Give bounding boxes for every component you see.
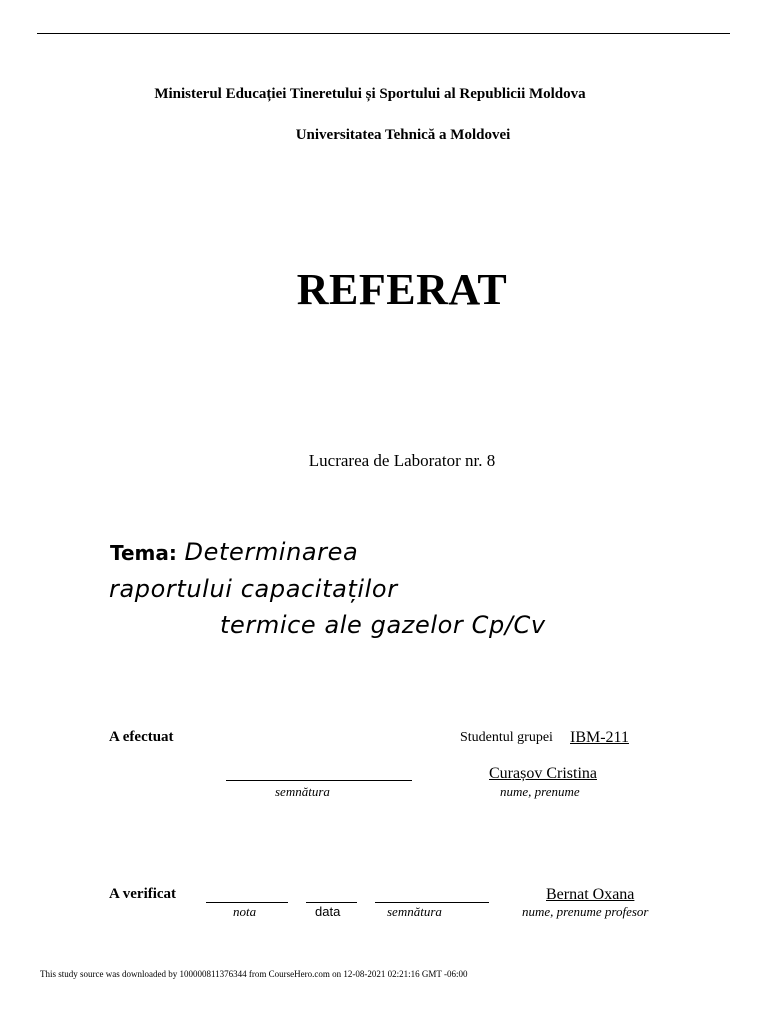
efectuat-label: A efectuat	[109, 729, 174, 745]
top-rule	[37, 33, 730, 34]
tema-label: Tema:	[110, 541, 177, 565]
tema-line-1	[110, 538, 358, 566]
student-signature-caption: semnătura	[275, 784, 330, 799]
professor-signature-caption: semnătura	[387, 904, 442, 919]
ministry-heading: Ministerul Educației Tineretului și Sportului al Republicii Moldova	[154, 86, 586, 102]
data-line	[306, 902, 357, 903]
lab-work-number: Lucrarea de Laborator nr. 8	[308, 451, 496, 470]
verificat-label: A verificat	[109, 886, 177, 902]
group-label: Studentul grupei	[460, 730, 553, 745]
student-name-caption: nume, prenume	[500, 784, 580, 799]
university-heading: Universitatea Tehnică a Moldovei	[295, 127, 511, 143]
student-signature-line	[226, 780, 412, 781]
tema-line-2: raportului capacitaților	[109, 575, 398, 603]
professor-name: Bernat Oxana	[546, 886, 635, 903]
group-value: IBM-211	[570, 729, 629, 746]
data-caption: data	[315, 904, 341, 919]
tema-text-1: Determinarea	[184, 538, 359, 566]
nota-line	[206, 902, 288, 903]
download-footer-note: This study source was downloaded by 100000811376344 from CourseHero.com on 12-08-2021 02:21:16 GMT -06:00	[40, 969, 468, 979]
nota-caption: nota	[233, 904, 257, 919]
professor-name-caption: nume, prenume profesor	[522, 904, 649, 919]
tema-line-3: termice ale gazelor Cp/Cv	[220, 611, 546, 639]
student-name: Curașov Cristina	[489, 765, 597, 782]
document-title: REFERAT	[296, 265, 508, 314]
professor-signature-line	[375, 902, 489, 903]
